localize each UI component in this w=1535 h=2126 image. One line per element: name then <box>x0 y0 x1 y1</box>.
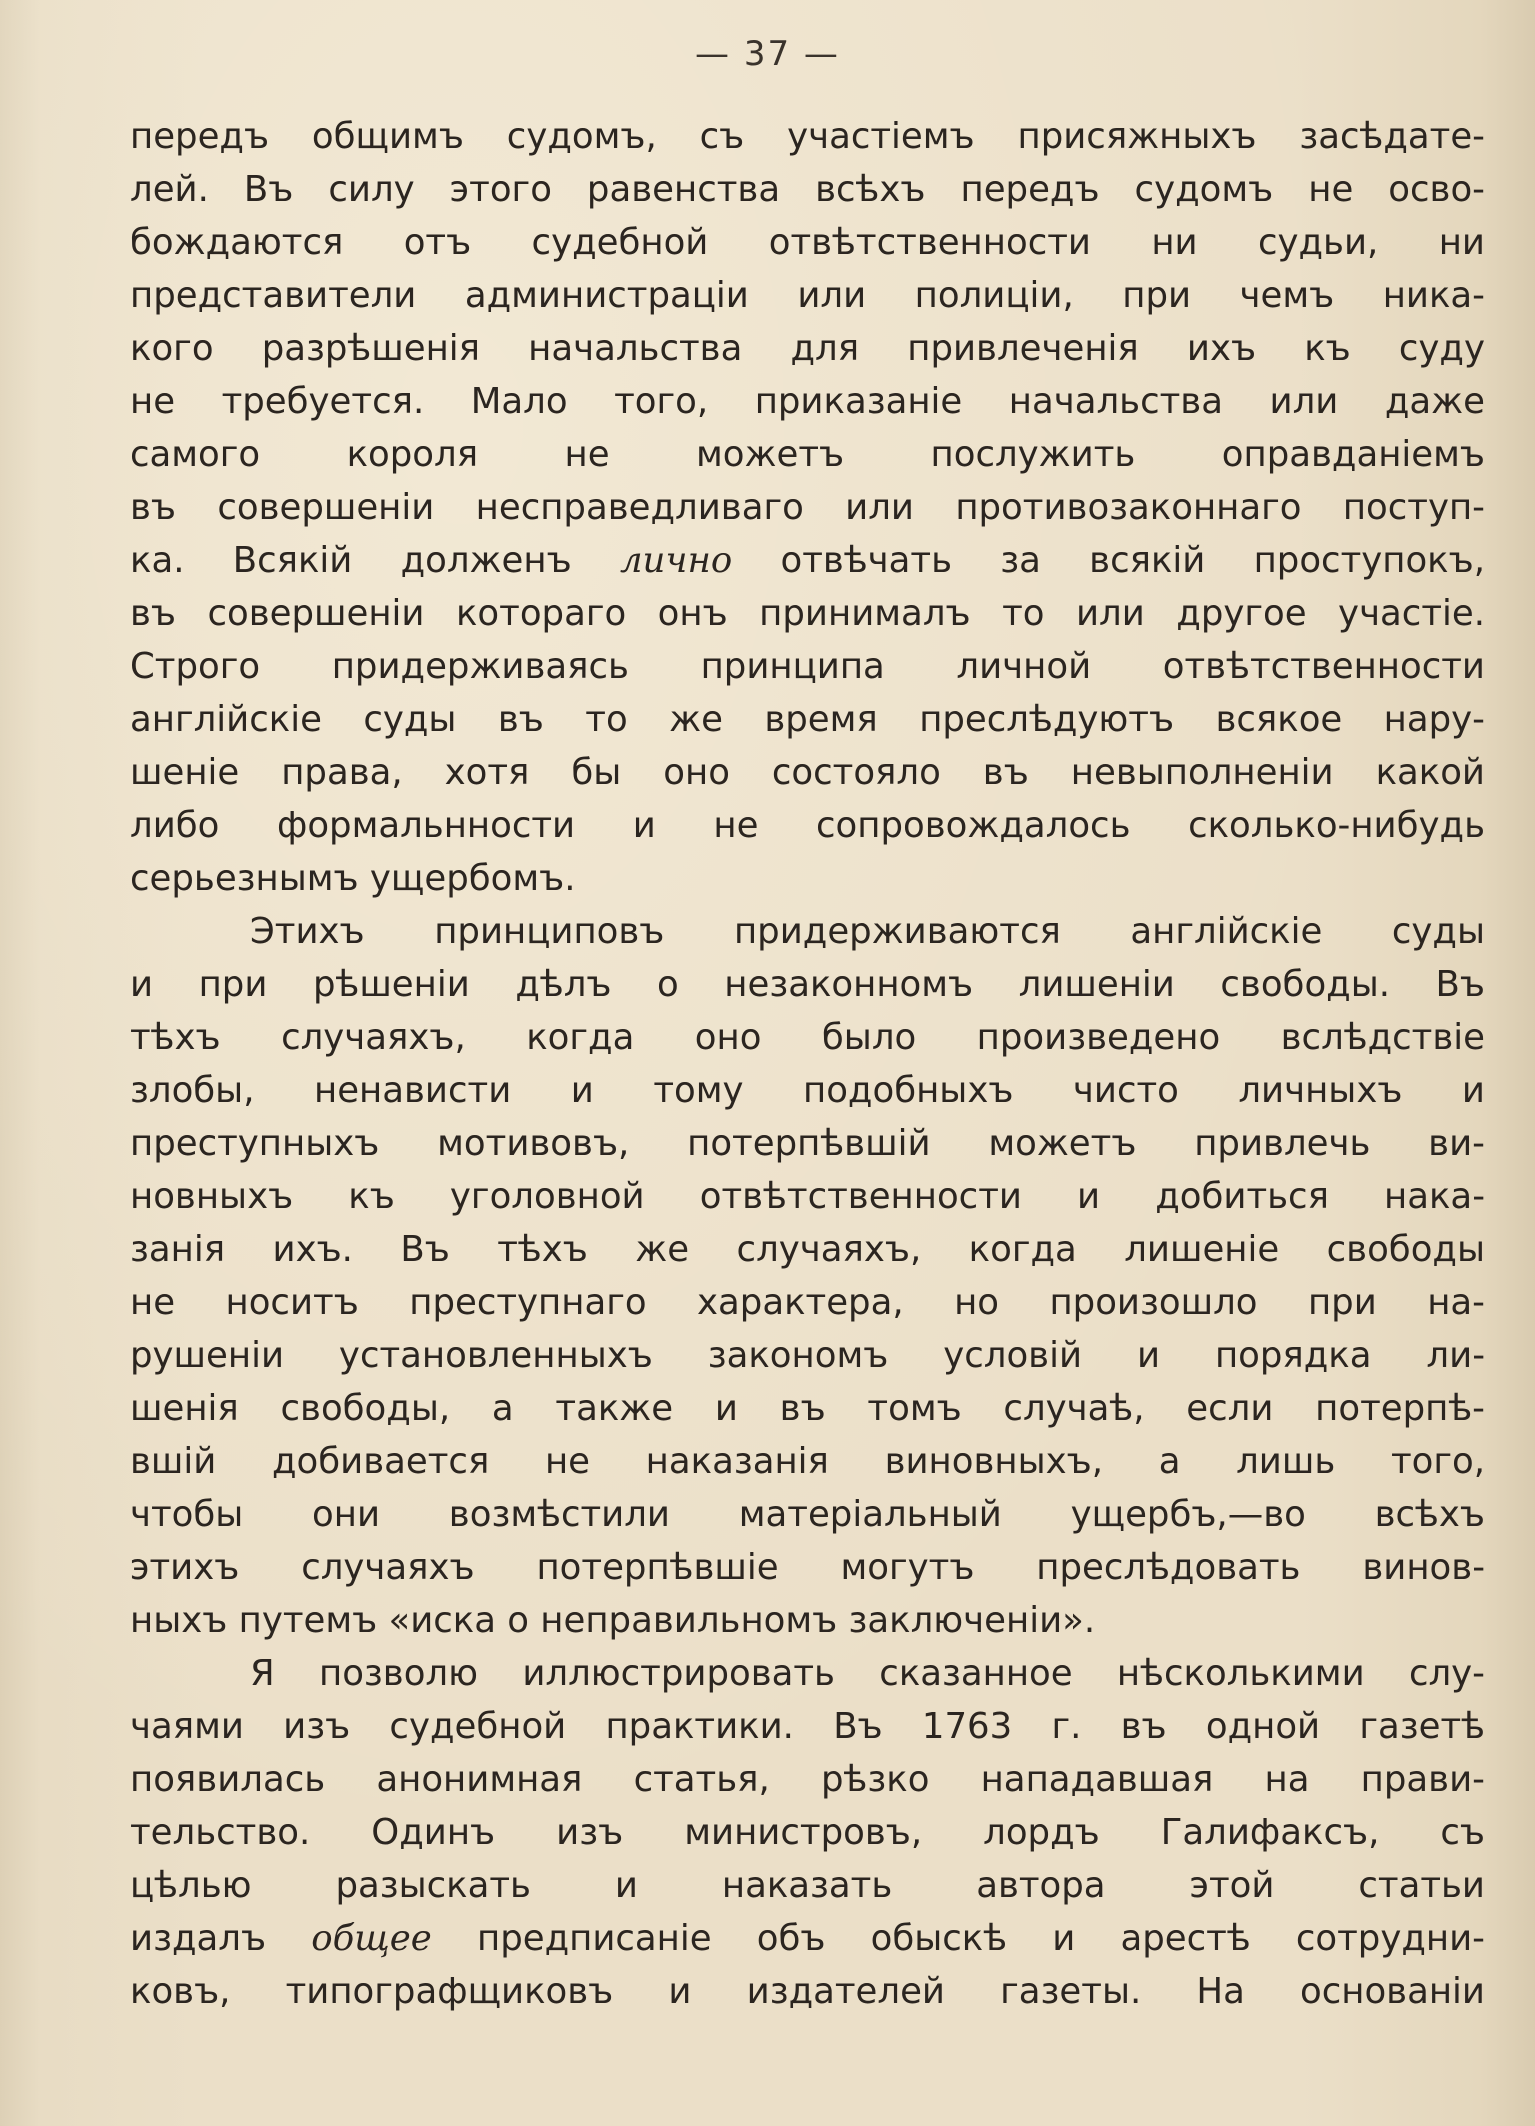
text-line: кого разрѣшенія начальства для привлеченія ихъ къ суду <box>130 328 1485 369</box>
text-line: появилась анонимная статья, рѣзко нападавшая на прави- <box>130 1759 1485 1800</box>
text-segment: ка. Всякій долженъ <box>130 540 620 581</box>
text-line: чаями изъ судебной практики. Въ 1763 г. въ одной газетѣ <box>130 1706 1485 1747</box>
text-line: ныхъ путемъ «иска о неправильномъ заключеніи». <box>130 1600 1096 1641</box>
text-line <box>130 1912 1485 1965</box>
text-line: въ совершеніи котораго онъ принималъ то или другое участіе. <box>130 593 1485 634</box>
text-line: Этихъ принциповъ придерживаются англійскіе суды <box>250 911 1485 952</box>
text-line: чтобы они возмѣстили матеріальный ущербъ,—во всѣхъ <box>130 1494 1485 1535</box>
text-line: рушеніи установленныхъ закономъ условій и порядка ли- <box>130 1335 1485 1376</box>
text-segment: издалъ <box>130 1918 312 1959</box>
text-line: этихъ случаяхъ потерпѣвшіе могутъ преслѣдовать винов- <box>130 1547 1485 1588</box>
text-line: преступныхъ мотивовъ, потерпѣвшій можетъ привлечь ви- <box>130 1123 1485 1164</box>
text-line: Я позволю иллюстрировать сказанное нѣсколькими слу- <box>250 1653 1485 1694</box>
text-line: бождаются отъ судебной отвѣтственности ни судьи, ни <box>130 222 1485 263</box>
text-line: самого короля не можетъ послужить оправданіемъ <box>130 434 1485 475</box>
page-number: — 37 — <box>695 34 840 74</box>
text-line <box>130 534 1485 587</box>
text-line: лей. Въ силу этого равенства всѣхъ передъ судомъ не осво- <box>130 169 1485 210</box>
text-line: цѣлью разыскать и наказать автора этой статьи <box>130 1865 1485 1906</box>
text-line: шенія свободы, а также и въ томъ случаѣ, если потерпѣ- <box>130 1388 1485 1429</box>
text-segment: отвѣчать за всякій проступокъ, <box>732 540 1485 581</box>
text-line: въ совершеніи несправедливаго или противозаконнаго поступ- <box>130 487 1485 528</box>
text-line: Строго придерживаясь принципа личной отвѣтственности <box>130 646 1485 687</box>
text-line: вшій добивается не наказанія виновныхъ, а лишь того, <box>130 1441 1485 1482</box>
text-line: не требуется. Мало того, приказаніе начальства или даже <box>130 381 1485 422</box>
text-line: передъ общимъ судомъ, съ участіемъ присяжныхъ засѣдате- <box>130 116 1485 157</box>
text-line: шеніе права, хотя бы оно состояло въ невыполненіи какой <box>130 752 1485 793</box>
text-line: ковъ, типографщиковъ и издателей газеты. На основаніи <box>130 1971 1485 2012</box>
text-line: серьезнымъ ущербомъ. <box>130 858 576 899</box>
text-line: тельство. Одинъ изъ министровъ, лордъ Галифаксъ, съ <box>130 1812 1485 1853</box>
text-line: не носитъ преступнаго характера, но произошло при на- <box>130 1282 1485 1323</box>
text-line: занія ихъ. Въ тѣхъ же случаяхъ, когда лишеніе свободы <box>130 1229 1485 1270</box>
text-line: англійскіе суды въ то же время преслѣдуютъ всякое нару- <box>130 699 1485 740</box>
text-segment: предписаніе объ обыскѣ и арестѣ сотрудни- <box>431 1918 1485 1959</box>
text-line: либо формальнности и не сопровождалось сколько-нибудь <box>130 805 1485 846</box>
text-line: представители администраціи или полиціи, при чемъ ника- <box>130 275 1485 316</box>
text-line: тѣхъ случаяхъ, когда оно было произведено вслѣдствіе <box>130 1017 1485 1058</box>
body-text <box>130 110 1485 2018</box>
italic-emphasis: лично <box>619 540 733 581</box>
italic-emphasis: общее <box>311 1918 432 1959</box>
text-line: и при рѣшеніи дѣлъ о незаконномъ лишеніи свободы. Въ <box>130 964 1485 1005</box>
text-line: новныхъ къ уголовной отвѣтственности и добиться нака- <box>130 1176 1485 1217</box>
text-line: злобы, ненависти и тому подобныхъ чисто личныхъ и <box>130 1070 1485 1111</box>
